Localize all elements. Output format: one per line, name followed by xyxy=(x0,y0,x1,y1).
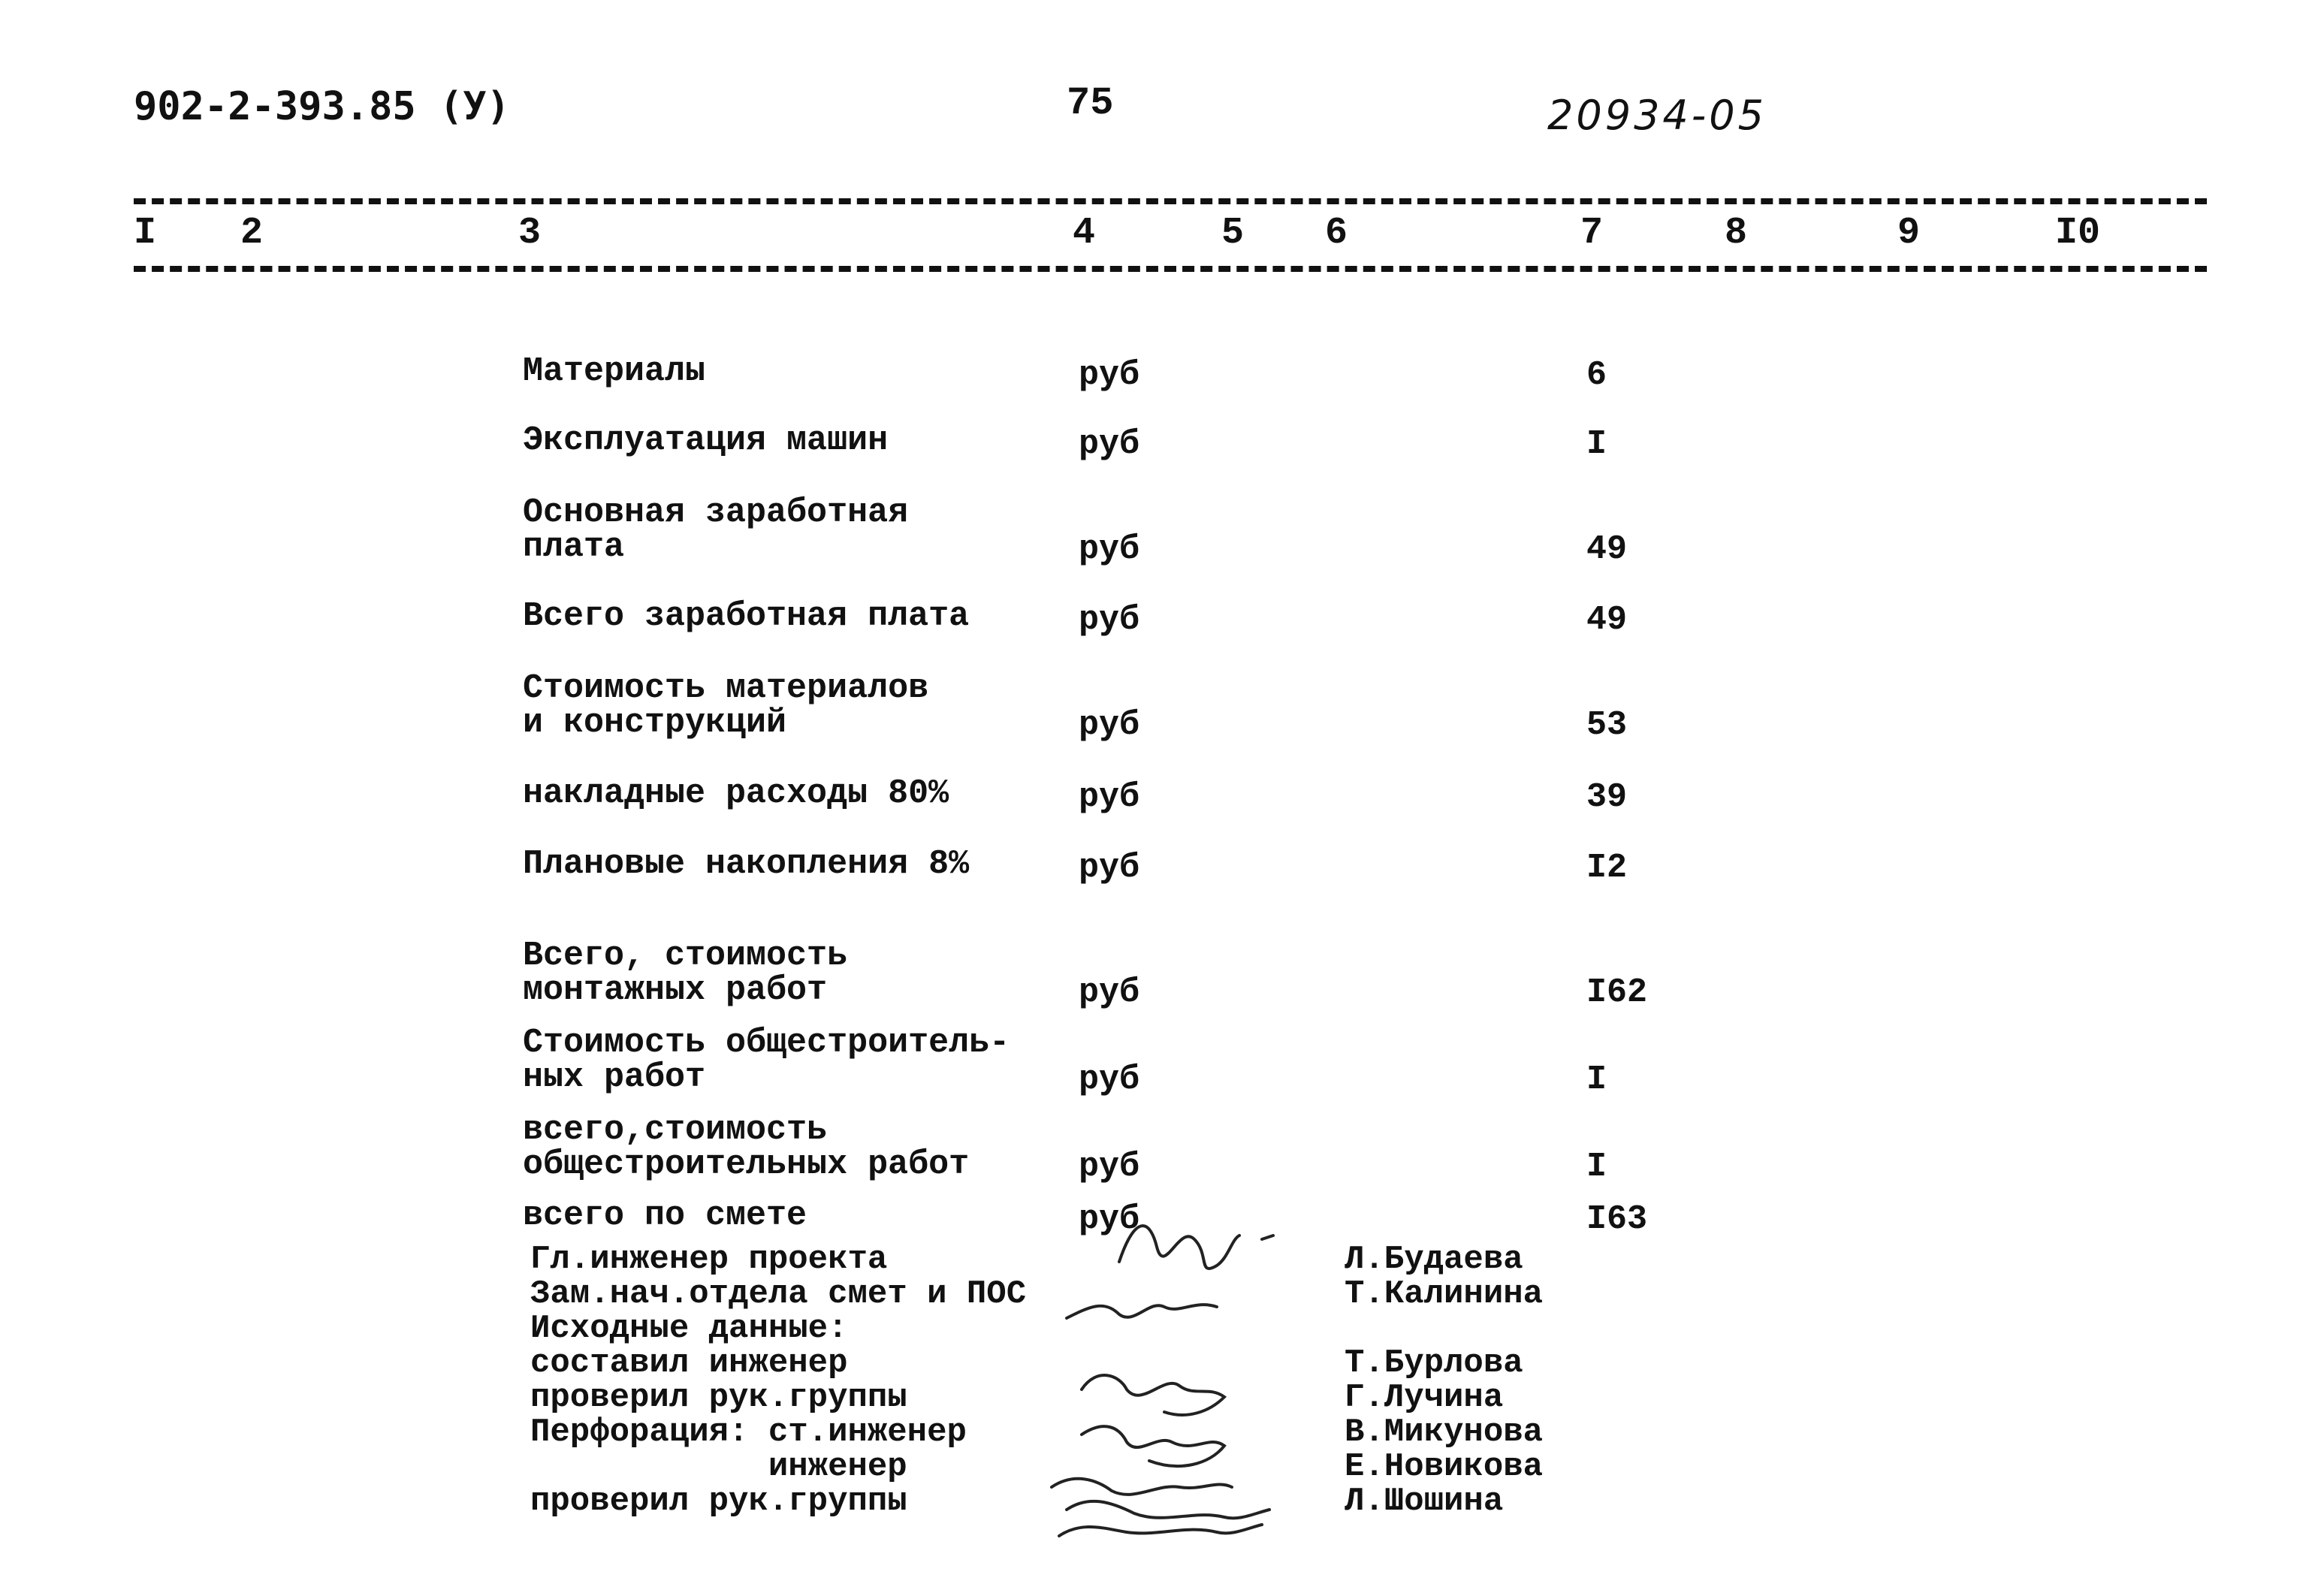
page-number: 75 xyxy=(1067,81,1114,125)
column-number: 2 xyxy=(240,212,264,255)
row-value: 6 xyxy=(1586,356,1607,394)
row-label: Всего заработная плата xyxy=(523,597,970,635)
column-number: 5 xyxy=(1221,212,1245,255)
row-unit: руб xyxy=(1079,849,1140,887)
signature-stroke xyxy=(1067,1305,1217,1318)
signature-stroke xyxy=(1052,1479,1232,1495)
row-value: I62 xyxy=(1586,973,1648,1012)
row-value: 49 xyxy=(1586,601,1628,639)
row-value: 39 xyxy=(1586,778,1628,816)
column-number: 7 xyxy=(1580,212,1604,255)
row-label: всего по смете xyxy=(523,1196,807,1235)
row-unit: руб xyxy=(1079,1148,1140,1186)
signatory-names: Л.Будаева Т.Калинина Т.Бурлова Г.Лучина В.Микунова Е.Новикова Л.Шошина xyxy=(1345,1241,1544,1520)
row-unit: руб xyxy=(1079,973,1140,1012)
column-number: 3 xyxy=(518,212,542,255)
row-value: I xyxy=(1586,425,1607,463)
row-value: 49 xyxy=(1586,530,1628,569)
row-value: 53 xyxy=(1586,706,1628,744)
row-unit: руб xyxy=(1079,778,1140,816)
row-unit: руб xyxy=(1079,425,1140,463)
row-unit: руб xyxy=(1079,706,1140,744)
column-number: 9 xyxy=(1897,212,1921,255)
handwritten-signatures xyxy=(1037,1194,1292,1540)
inventory-number: 20934-05 xyxy=(1547,92,1767,139)
header-rule-bottom xyxy=(134,266,2207,272)
row-value: I63 xyxy=(1586,1200,1648,1238)
header-rule-top xyxy=(134,198,2207,204)
signature-stroke xyxy=(1262,1235,1273,1239)
row-unit: руб xyxy=(1079,1200,1140,1238)
signatory-roles: Гл.инженер проекта Зам.нач.отдела смет и ПОС Исходные данные: составил инженер проверил рук.группы Перфорация: ст.инженер инженер проверил рук.группы xyxy=(530,1241,1027,1520)
column-number: 4 xyxy=(1073,212,1096,255)
row-label: всего,стоимость общестроительных работ xyxy=(523,1111,970,1184)
column-number: I xyxy=(134,212,157,255)
row-value: I xyxy=(1586,1148,1607,1186)
row-unit: руб xyxy=(1079,530,1140,569)
row-unit: руб xyxy=(1079,601,1140,639)
signature-stroke xyxy=(1059,1525,1262,1536)
row-value: I2 xyxy=(1586,849,1628,887)
row-unit: руб xyxy=(1079,1060,1140,1099)
row-label: Стоимость общестроитель- ных работ xyxy=(523,1024,1010,1097)
signature-stroke xyxy=(1067,1501,1269,1519)
signature-stroke xyxy=(1082,1375,1224,1415)
row-label: Плановые накопления 8% xyxy=(523,845,970,883)
row-label: Всего, стоимость монтажных работ xyxy=(523,937,848,1009)
row-value: I xyxy=(1586,1060,1607,1099)
signature-stroke xyxy=(1082,1426,1224,1466)
row-label: Стоимость материалов и конструкций xyxy=(523,669,929,742)
row-label: Эксплуатация машин xyxy=(523,421,889,460)
column-number: 8 xyxy=(1725,212,1748,255)
column-number: 6 xyxy=(1325,212,1348,255)
signature-stroke xyxy=(1119,1226,1239,1269)
row-label: накладные расходы 80% xyxy=(523,774,949,813)
project-code: 902-2-393.85 (У) xyxy=(134,84,510,129)
row-unit: руб xyxy=(1079,356,1140,394)
column-number: I0 xyxy=(2055,212,2101,255)
row-label: Основная заработная плата xyxy=(523,493,909,566)
row-label: Материалы xyxy=(523,352,706,391)
